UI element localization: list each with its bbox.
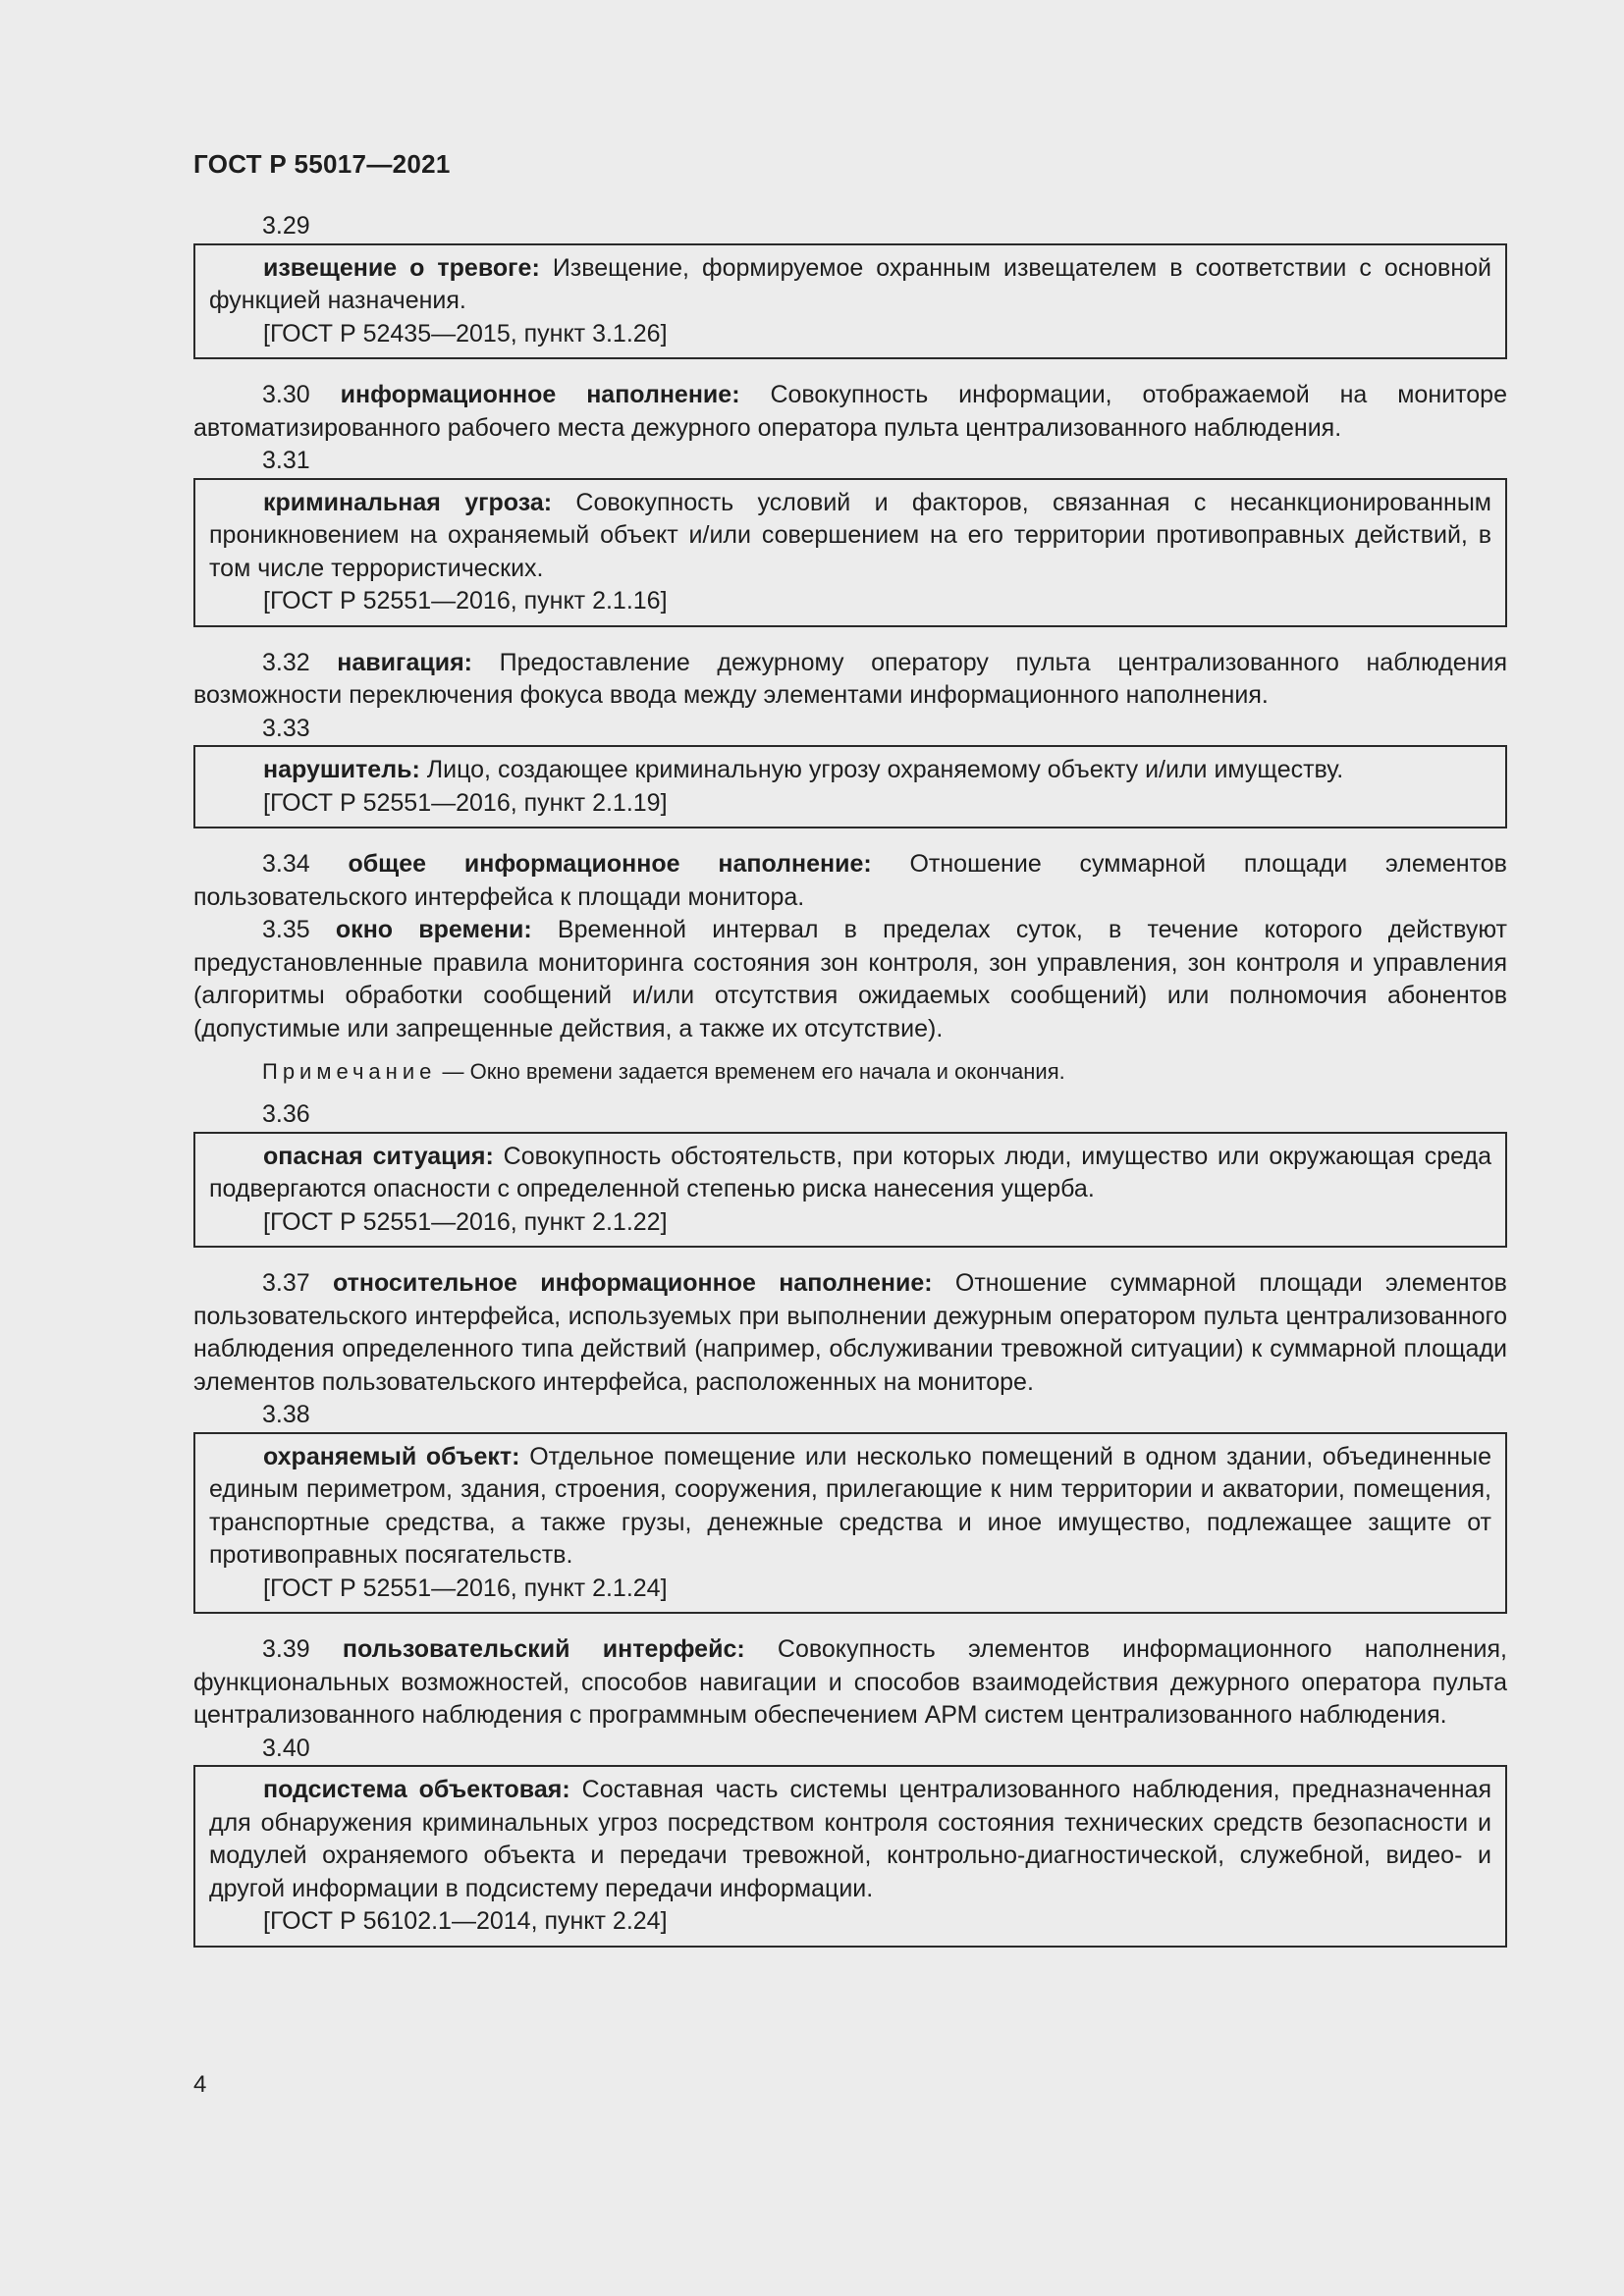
definition-text bbox=[209, 252, 1491, 318]
source-reference: [ГОСТ Р 52551—2016, пункт 2.1.22] bbox=[263, 1207, 668, 1236]
note-text: — Окно времени задается временем его начала и окончания. bbox=[442, 1059, 1065, 1084]
definition: Предоставление дежурному оператору пульта централизованного наблюдения возможности переключения фокуса ввода между элементами информационного наполнения. bbox=[193, 648, 1507, 709]
quoted-definition-box bbox=[193, 1432, 1507, 1615]
quoted-definition-box bbox=[193, 243, 1507, 360]
source-reference: [ГОСТ Р 52551—2016, пункт 2.1.24] bbox=[263, 1574, 668, 1602]
entry-number: 3.33 bbox=[262, 714, 310, 742]
definition: Совокупность элементов информационного наполнения, функциональных возможностей, способов навигации и способов взаимодействия дежурного оператора пульта централизованного наблюдения с программным обеспечением АРМ систем централизованного наблюдения. bbox=[193, 1635, 1507, 1729]
term: относительное информационное наполнение: bbox=[333, 1269, 933, 1297]
term: подсистема объектовая: bbox=[263, 1776, 570, 1803]
term: нарушитель: bbox=[263, 756, 420, 783]
entry-number: 3.35 bbox=[262, 916, 310, 943]
term: охраняемый объект: bbox=[263, 1442, 520, 1470]
definition: Совокупность информации, отображаемой на мониторе автоматизированного рабочего места дежурного оператора пульта централизованного наблюдения. bbox=[193, 381, 1507, 442]
term: криминальная угроза: bbox=[263, 488, 553, 516]
term: информационное наполнение: bbox=[340, 381, 740, 408]
definition-text bbox=[209, 754, 1491, 787]
entry-number: 3.29 bbox=[262, 212, 310, 240]
definition: Совокупность обстоятельств, при которых люди, имущество или окружающая среда подвергаются опасности с определенной степенью риска нанесения ущерба. bbox=[209, 1142, 1492, 1202]
term: окно времени: bbox=[335, 916, 532, 943]
definition-text bbox=[209, 1141, 1491, 1206]
term: пользовательский интерфейс: bbox=[342, 1635, 745, 1663]
entry-number: 3.32 bbox=[262, 648, 310, 676]
quoted-definition-box bbox=[193, 1132, 1507, 1249]
entry-number: 3.38 bbox=[262, 1401, 310, 1428]
definition-paragraph bbox=[193, 848, 1507, 914]
definition-paragraph bbox=[193, 1267, 1507, 1399]
definition: Временной интервал в пределах суток, в течение которого действуют предустановленные правила мониторинга состояния зон контроля, зон управления, зон контроля и управления (алгоритмы обработки сообщений и/или отсутствия ожидаемых сообщений) или полномочия абонентов (допустимые или запрещенные действия, а также их отсутствие). bbox=[193, 916, 1508, 1042]
term: извещение о тревоге: bbox=[263, 253, 540, 282]
definition-paragraph bbox=[193, 1633, 1507, 1733]
definition-text bbox=[209, 1441, 1491, 1573]
source-reference: [ГОСТ Р 56102.1—2014, пункт 2.24] bbox=[263, 1907, 668, 1935]
definition: Составная часть системы централизованного наблюдения, предназначенная для обнаружения криминальных угроз посредством контроля состояния технических средств безопасности и модулей охраняемого объекта и передачи тревожной, контрольно-диагностической, служебной, видео- и другой информации в подсистему передачи информации. bbox=[209, 1776, 1491, 1902]
page-number: 4 bbox=[193, 2071, 207, 2098]
definition-paragraph bbox=[193, 647, 1507, 713]
definition-paragraph bbox=[193, 914, 1507, 1045]
term: общее информационное наполнение: bbox=[348, 850, 872, 878]
definition: Извещение, формируемое охранным извещателем в соответствии с основной функцией назначения. bbox=[209, 253, 1491, 314]
note-label: Примечание bbox=[262, 1059, 437, 1084]
quoted-definition-box bbox=[193, 745, 1507, 828]
quoted-definition-box bbox=[193, 1765, 1507, 1948]
note bbox=[193, 1057, 1507, 1087]
entry-number: 3.30 bbox=[262, 381, 310, 408]
definition: Отношение суммарной площади элементов пользовательского интерфейса, используемых при выполнении дежурным оператором пульта централизованного наблюдения определенного типа действий (например, обслуживании тревожной ситуации) к суммарной площади элементов пользовательского интерфейса, расположенных на мониторе. bbox=[193, 1269, 1507, 1396]
definition-text bbox=[209, 487, 1491, 586]
definition: Отношение суммарной площади элементов пользовательского интерфейса к площади монитора. bbox=[193, 850, 1507, 911]
entry-number: 3.31 bbox=[262, 447, 310, 474]
term: навигация: bbox=[337, 648, 473, 676]
entry-number: 3.34 bbox=[262, 850, 310, 878]
definition-text bbox=[209, 1774, 1491, 1905]
definition: Лицо, создающее криминальную угрозу охраняемому объекту и/или имуществу. bbox=[426, 756, 1344, 783]
document-header: ГОСТ Р 55017—2021 bbox=[193, 149, 451, 179]
entry-number: 3.36 bbox=[262, 1100, 310, 1128]
entry-number: 3.40 bbox=[262, 1734, 310, 1762]
definition-paragraph bbox=[193, 379, 1507, 445]
source-reference: [ГОСТ Р 52435—2015, пункт 3.1.26] bbox=[263, 319, 668, 347]
definition: Отдельное помещение или несколько помещений в одном здании, объединенные единым периметром, здания, строения, сооружения, прилегающие к ним территории и акватории, помещения, транспортные средства, а также грузы, денежные средства и иное имущество, подлежащее защите от противоправных посягательств. bbox=[209, 1442, 1491, 1569]
source-reference: [ГОСТ Р 52551—2016, пункт 2.1.19] bbox=[263, 788, 668, 817]
entry-number: 3.39 bbox=[262, 1635, 310, 1663]
term: опасная ситуация: bbox=[263, 1142, 494, 1170]
source-reference: [ГОСТ Р 52551—2016, пункт 2.1.16] bbox=[263, 587, 668, 614]
document-page bbox=[193, 147, 1507, 1948]
definition: Совокупность условий и факторов, связанная с несанкционированным проникновением на охраняемый объект и/или совершением на его территории противоправных действий, в том числе террористических. bbox=[209, 488, 1491, 582]
quoted-definition-box bbox=[193, 478, 1507, 627]
entry-number: 3.37 bbox=[262, 1269, 310, 1297]
